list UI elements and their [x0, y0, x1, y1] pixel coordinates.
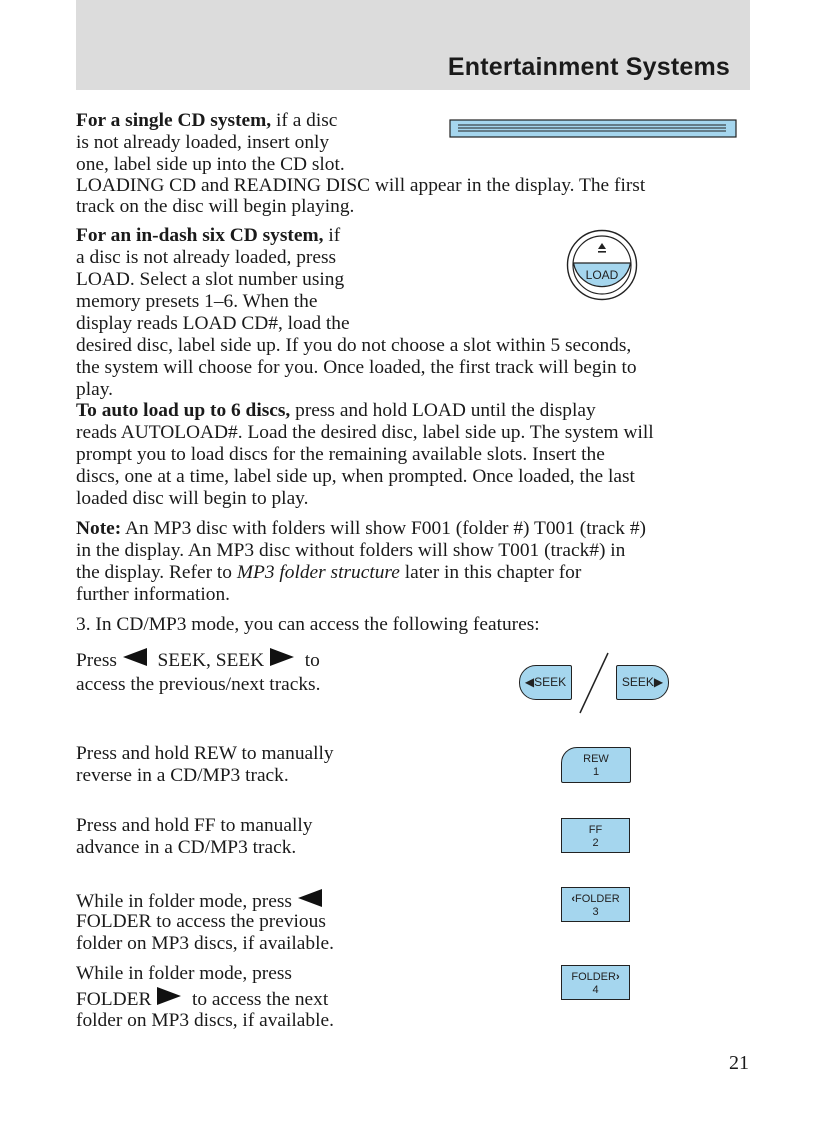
six-cd-line-3: LOAD. Select a slot number using [76, 269, 345, 290]
folder-next-line-1: While in folder mode, press [76, 963, 292, 984]
page-number: 21 [729, 1052, 749, 1074]
single-cd-line-2: is not already loaded, insert only [76, 132, 330, 153]
header-band [76, 0, 750, 90]
note-line-2: in the display. An MP3 disc without folders will show T001 (track#) in [76, 540, 626, 561]
seek-line-1: Press SEEK, SEEK to [76, 647, 320, 672]
rew-line-2: reverse in a CD/MP3 track. [76, 765, 289, 786]
single-cd-line-4: LOADING CD and READING DISC will appear in the display. The first [76, 175, 646, 196]
six-cd-line-1: For an in-dash six CD system, if [76, 225, 341, 246]
note-line-4: further information. [76, 584, 230, 605]
rew-button: REW 1 [561, 747, 631, 783]
autoload-line-1: To auto load up to 6 discs, press and hold LOAD until the display [76, 400, 596, 421]
folder-next-line-3: folder on MP3 discs, if available. [76, 1010, 334, 1031]
chevron-right-icon: › [615, 971, 620, 983]
note-line-3: the display. Refer to MP3 folder structure later in this chapter for [76, 562, 582, 583]
autoload-line-2: reads AUTOLOAD#. Load the desired disc, label side up. The system will [76, 422, 654, 443]
left-triangle-icon [122, 647, 148, 667]
single-cd-line-1: For a single CD system, if a disc [76, 110, 338, 131]
folder-prev-line-1: While in folder mode, press [76, 888, 323, 913]
six-cd-line-6: desired disc, label side up. If you do not choose a slot within 5 seconds, [76, 335, 632, 356]
ff-line-2: advance in a CD/MP3 track. [76, 837, 297, 858]
autoload-line-3: prompt you to load discs for the remaining available slots. Insert the [76, 444, 605, 465]
note-line-1: Note: An MP3 disc with folders will show F001 (folder #) T001 (track #) [76, 518, 646, 539]
six-cd-line-4: memory presets 1–6. When the [76, 291, 318, 312]
ff-line-1: Press and hold FF to manually [76, 815, 313, 836]
page-title: Entertainment Systems [447, 53, 730, 81]
divider-slash [576, 651, 612, 715]
folder-prev-button: ‹FOLDER 3 [561, 887, 630, 922]
seek-forward-button: SEEK▶ [616, 665, 669, 700]
cd-slot-illustration [449, 118, 738, 140]
six-cd-line-7: the system will choose for you. Once loaded, the first track will begin to [76, 357, 637, 378]
ff-button: FF 2 [561, 818, 630, 853]
folder-prev-line-2: FOLDER to access the previous [76, 911, 326, 932]
single-cd-line-5: track on the disc will begin playing. [76, 196, 355, 217]
load-button-label: LOAD [585, 268, 619, 282]
eject-icon [597, 242, 607, 254]
left-triangle-icon [297, 888, 323, 908]
six-cd-line-5: display reads LOAD CD#, load the [76, 313, 350, 334]
autoload-line-5: loaded disc will begin to play. [76, 488, 309, 509]
single-cd-line-3: one, label side up into the CD slot. [76, 154, 345, 175]
autoload-line-4: discs, one at a time, label side up, when prompted. Once loaded, the last [76, 466, 635, 487]
load-button-shape [566, 229, 638, 301]
right-triangle-icon [269, 647, 295, 667]
load-button [566, 229, 638, 301]
six-cd-line-8: play. [76, 379, 113, 400]
folder-next-line-2: FOLDER to access the next [76, 986, 328, 1011]
chevron-left-icon: ‹ [571, 893, 576, 905]
rew-line-1: Press and hold REW to manually [76, 743, 334, 764]
step-3-intro: 3. In CD/MP3 mode, you can access the following features: [76, 614, 540, 635]
six-cd-line-2: a disc is not already loaded, press [76, 247, 337, 268]
folder-next-button: FOLDER› 4 [561, 965, 630, 1000]
seek-line-2: access the previous/next tracks. [76, 674, 321, 695]
folder-prev-line-3: folder on MP3 discs, if available. [76, 933, 334, 954]
right-triangle-icon [156, 986, 182, 1006]
seek-back-button: ◀SEEK [519, 665, 572, 700]
